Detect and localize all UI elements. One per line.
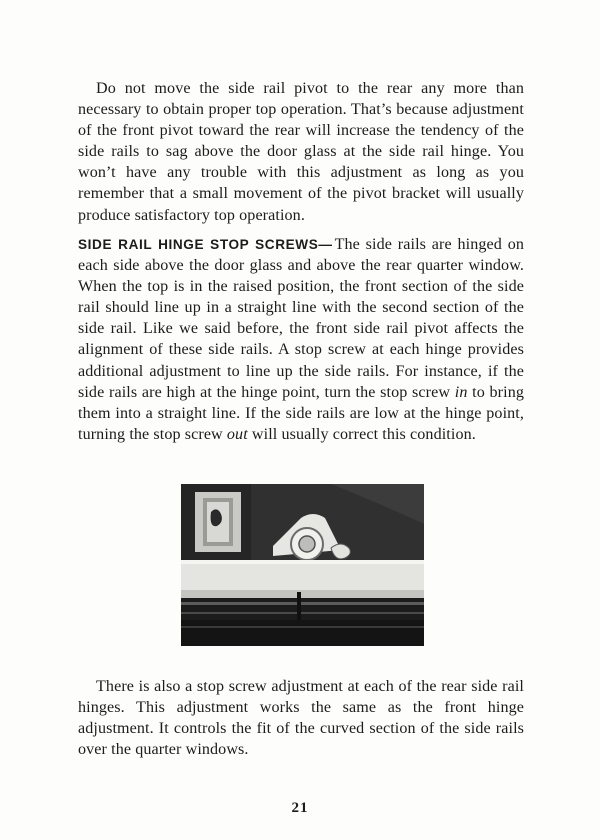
emphasis-out: out <box>226 425 248 443</box>
section-text-3: will usually correct this condition. <box>247 425 476 443</box>
paragraph-hinge-stop-screws <box>78 234 524 445</box>
section-text-1: The side rails are hinged on each side above the door glass and above the rear quarter window. When the top is in the raised position, the front section of the side rail should line up in a straight line with the second section of the side rail. Like we said before, the front side rail pivot affects the alignment of these side rails. A stop screw at each hinge provides additional adjustment to line up the side rails. For instance, if the side rails are high at the hinge point, turn the stop screw <box>78 236 524 401</box>
section-text-2: to bring them into a straight line. If the side rails are low at the hinge point, turning the stop screw <box>78 383 524 443</box>
hinge-photo-illustration <box>181 484 424 646</box>
hinge-photo <box>181 484 424 646</box>
emphasis-in: in <box>454 383 468 401</box>
paragraph-rear-hinges: There is also a stop screw adjustment at each of the rear side rail hinges. This adjustment works the same as the front hinge adjustment. It controls the fit of the curved section of the side rails over the quarter windows. <box>78 678 524 759</box>
paragraph-pivot-adjustment: Do not move the side rail pivot to the rear any more than necessary to obtain proper top operation. That’s because adjustment of the front pivot toward the rear will increase the tendency of the side rails to sag above the door glass at the side rail hinge. You won’t have any trouble with this adjustment as long as you remember that a small movement of the pivot bracket will usually produce satisfactory top operation. <box>78 80 524 224</box>
section-heading: SIDE RAIL HINGE STOP SCREWS— <box>78 237 333 252</box>
page-number: 21 <box>291 800 309 816</box>
